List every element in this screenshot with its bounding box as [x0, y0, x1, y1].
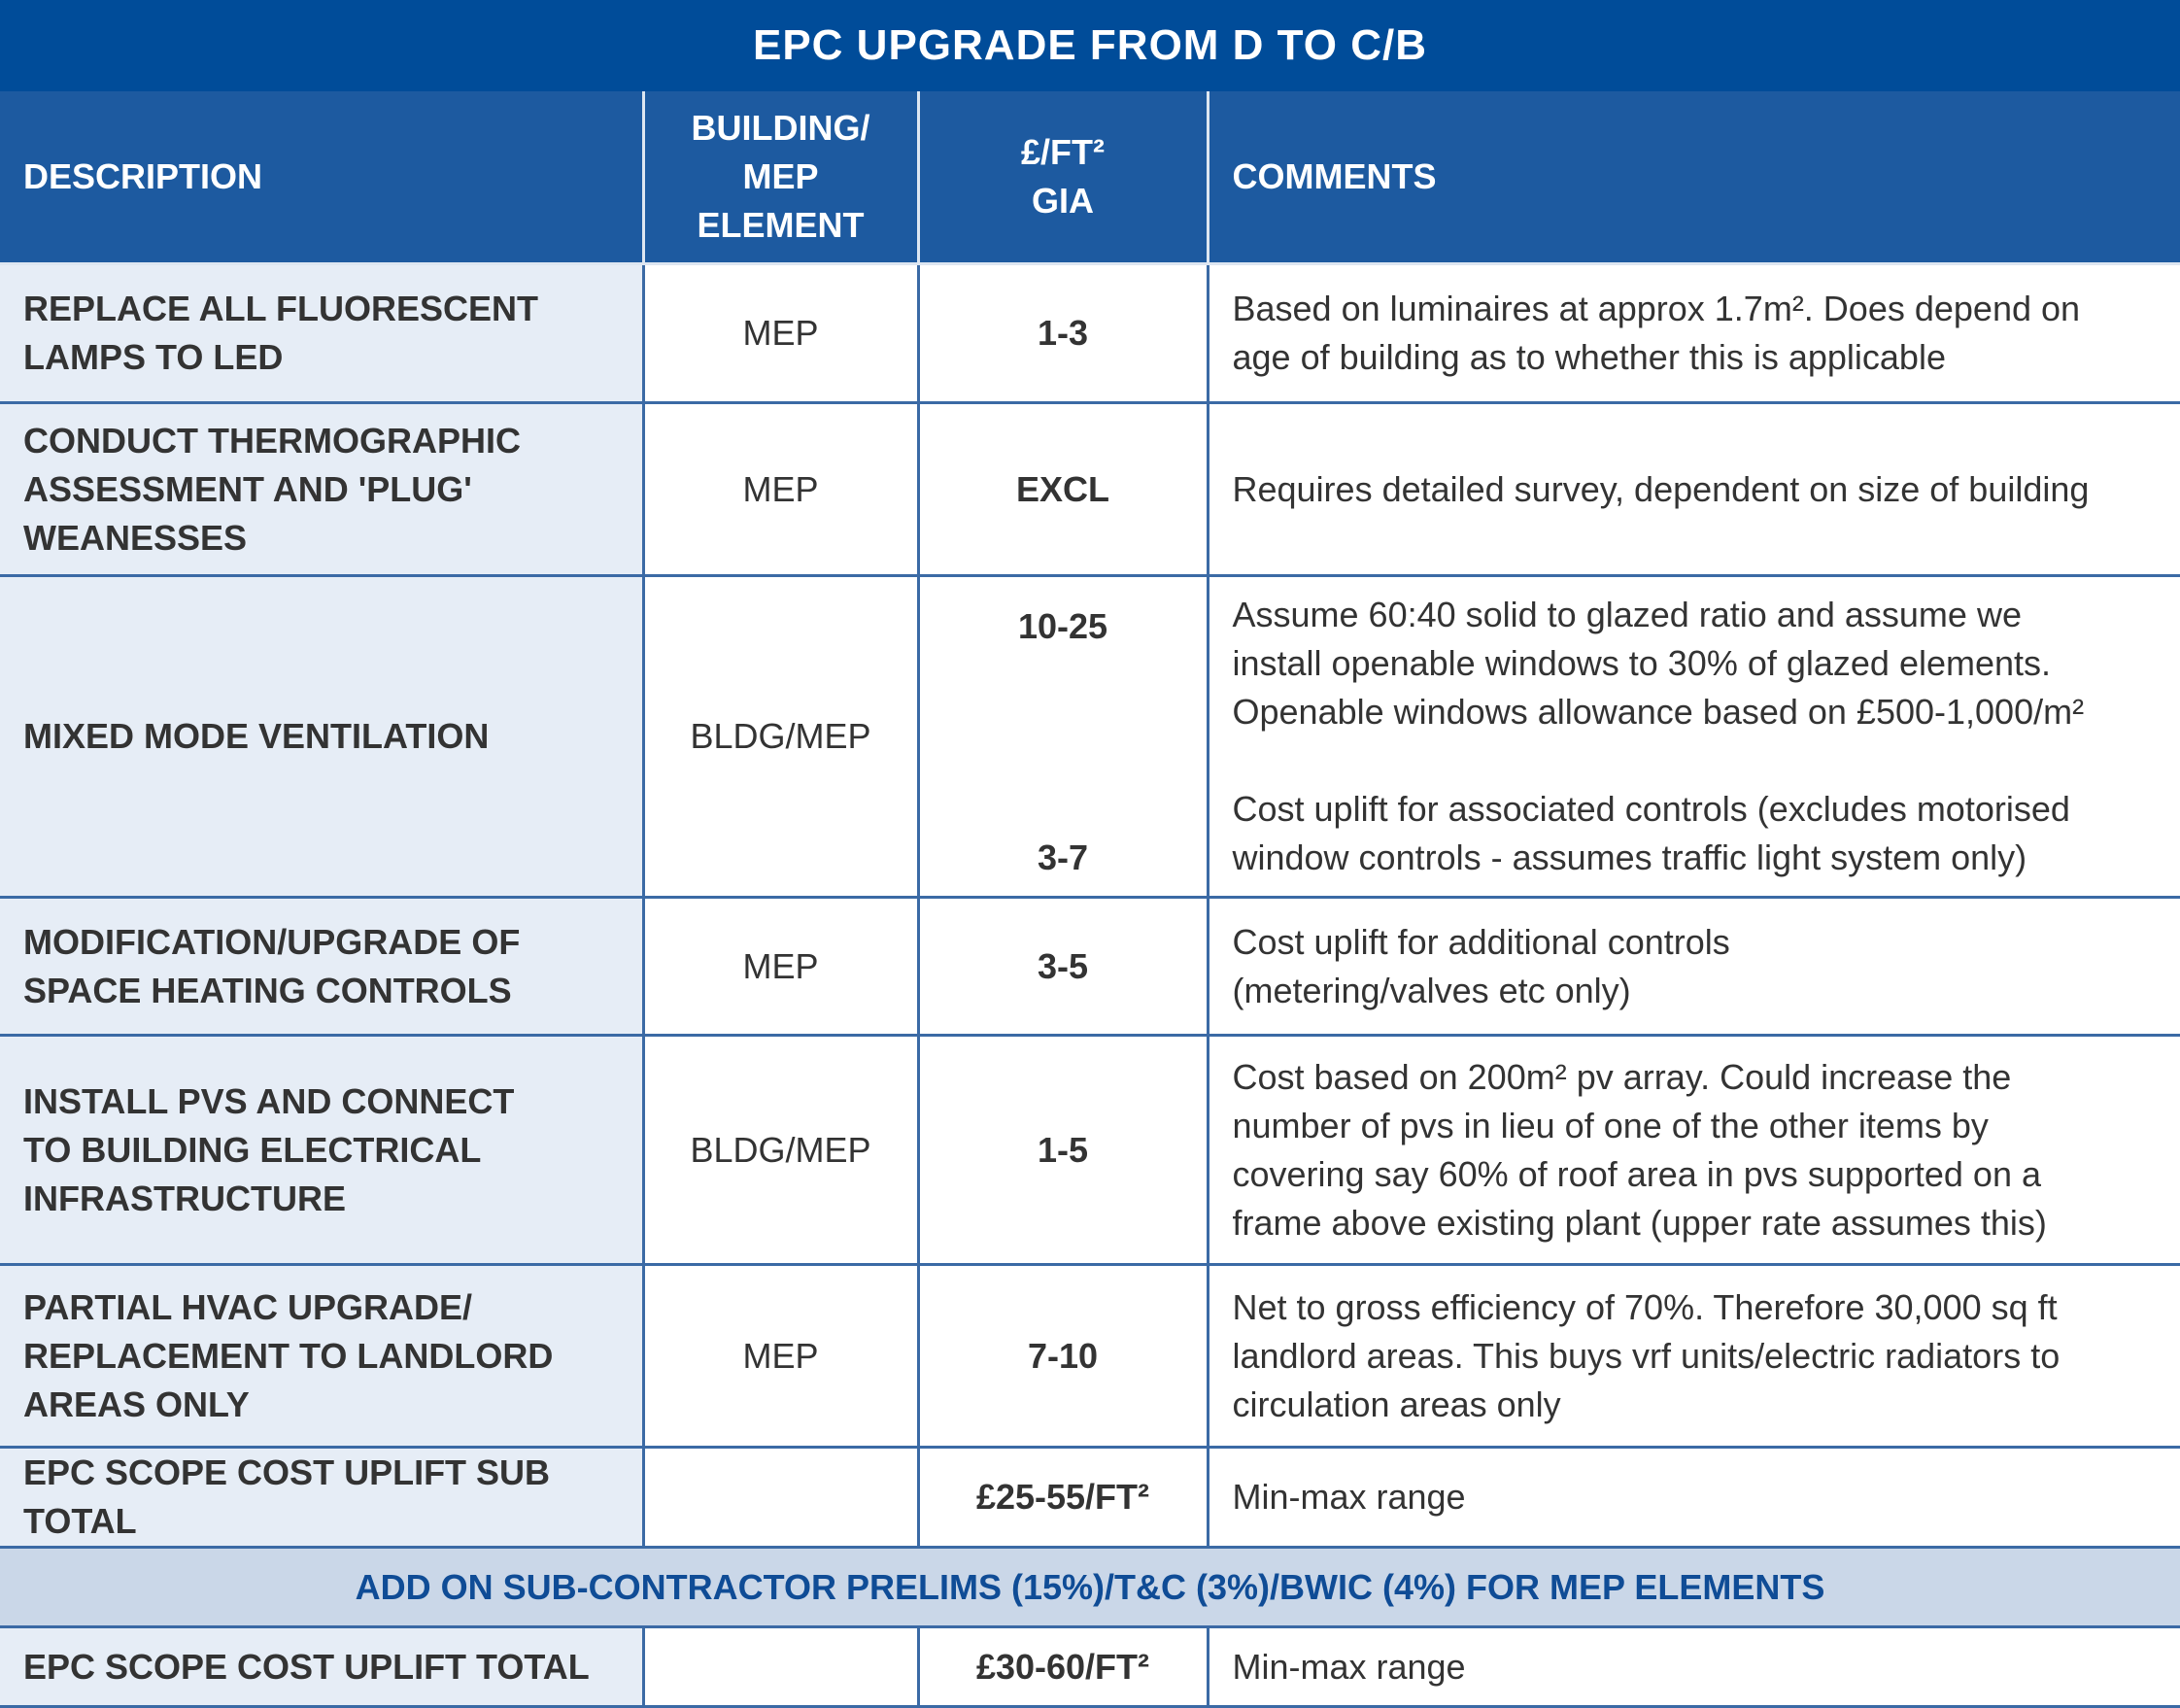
description-line: ASSESSMENT AND 'PLUG': [23, 468, 472, 509]
table-row: [0, 1036, 2180, 1265]
comment-line: Cost based on 200m² pv array. Could increase the: [1232, 1056, 2012, 1097]
row-description: [0, 1036, 643, 1265]
row-element: MEP: [643, 403, 918, 576]
description-line: LAMPS TO LED: [23, 337, 284, 377]
addon-band: ADD ON SUB-CONTRACTOR PRELIMS (15%)/T&C (3%)/BWIC (4%) FOR MEP ELEMENTS: [0, 1548, 2180, 1627]
row-description: [0, 576, 643, 898]
comment-line: window controls - assumes traffic light system only): [1232, 837, 2027, 877]
row-element: MEP: [643, 264, 918, 403]
row-description: [0, 403, 643, 576]
comment-line: (metering/valves etc only): [1232, 970, 1631, 1010]
row-comment: [1208, 264, 2180, 403]
row-description: [0, 264, 643, 403]
description-line: INFRASTRUCTURE: [23, 1178, 346, 1218]
row-comment: [1208, 576, 2180, 898]
description-line: WEANESSES: [23, 517, 248, 558]
row-comment: [1208, 1036, 2180, 1265]
subtotal-comment: Min-max range: [1208, 1448, 2180, 1548]
total-label: EPC SCOPE COST UPLIFT TOTAL: [0, 1627, 643, 1707]
description-line: AREAS ONLY: [23, 1383, 250, 1424]
row-rate: [918, 576, 1208, 898]
header-rate-line: GIA: [1031, 181, 1094, 221]
rate-top: 10-25: [1017, 606, 1108, 646]
table-row: [0, 264, 2180, 403]
subtotal-row: [0, 1448, 2180, 1548]
comment-line: Openable windows allowance based on £500-1,000/m²: [1232, 692, 2085, 732]
epc-cost-table: [0, 91, 2180, 1708]
total-element: [643, 1627, 918, 1707]
row-element: MEP: [643, 898, 918, 1036]
comment-line: install openable windows to 30% of glazed elements.: [1232, 643, 2052, 683]
header-rate: [918, 91, 1208, 264]
comment-line: frame above existing plant (upper rate assumes this): [1232, 1202, 2047, 1243]
header-rate-line: £/FT²: [1021, 132, 1105, 172]
total-row: [0, 1627, 2180, 1707]
comment-line: Net to gross efficiency of 70%. Therefore 30,000 sq ft: [1232, 1286, 2058, 1327]
description-line: CONDUCT THERMOGRAPHIC: [23, 420, 521, 461]
description-line: REPLACE ALL FLUORESCENT: [23, 289, 539, 328]
description-line: SPACE HEATING CONTROLS: [23, 970, 512, 1010]
header-comments: COMMENTS: [1208, 91, 2180, 264]
description-line: INSTALL PVS AND CONNECT: [23, 1080, 515, 1121]
row-element: BLDG/MEP: [643, 576, 918, 898]
header-description: DESCRIPTION: [0, 91, 643, 264]
comment-line: covering say 60% of roof area in pvs supported on a: [1232, 1153, 2041, 1194]
row-rate: 1-3: [918, 264, 1208, 403]
row-description: [0, 898, 643, 1036]
rate-bottom: 3-7: [1037, 837, 1089, 877]
row-comment: [1208, 898, 2180, 1036]
row-rate: 7-10: [918, 1265, 1208, 1448]
header-element: [643, 91, 918, 264]
subtotal-label: EPC SCOPE COST UPLIFT SUB TOTAL: [0, 1448, 643, 1548]
total-comment: Min-max range: [1208, 1627, 2180, 1707]
comment-line: age of building as to whether this is applicable: [1232, 337, 1946, 377]
row-rate: 1-5: [918, 1036, 1208, 1265]
row-comment: [1208, 1265, 2180, 1448]
row-description: [0, 1265, 643, 1448]
row-element: BLDG/MEP: [643, 1036, 918, 1265]
row-comment: [1208, 403, 2180, 576]
row-rate: 3-5: [918, 898, 1208, 1036]
description-line: MODIFICATION/UPGRADE OF: [23, 921, 521, 962]
header-element-line: ELEMENT: [697, 205, 865, 245]
comment-line: number of pvs in lieu of one of the other items by: [1232, 1105, 1989, 1145]
description-line: TO BUILDING ELECTRICAL: [23, 1129, 482, 1170]
header-element-line: MEP: [742, 156, 819, 196]
addon-band-row: [0, 1548, 2180, 1627]
comment-line: Cost uplift for associated controls (excludes motorised: [1232, 789, 2070, 829]
row-rate: EXCL: [918, 403, 1208, 576]
description-line: REPLACEMENT TO LANDLORD: [23, 1335, 554, 1376]
table-row: [0, 403, 2180, 576]
table-title: EPC UPGRADE FROM D TO C/B: [0, 0, 2180, 91]
subtotal-element: [643, 1448, 918, 1548]
table-row: [0, 576, 2180, 898]
comment-line: Requires detailed survey, dependent on size of building: [1232, 468, 2090, 509]
description-line: PARTIAL HVAC UPGRADE/: [23, 1286, 473, 1327]
comment-line: Based on luminaires at approx 1.7m². Does depend on: [1232, 289, 2081, 328]
table-row: [0, 898, 2180, 1036]
comment-line: circulation areas only: [1232, 1383, 1561, 1424]
subtotal-rate: £25-55/FT²: [918, 1448, 1208, 1548]
header-element-line: BUILDING/: [691, 108, 870, 148]
total-rate: £30-60/FT²: [918, 1627, 1208, 1707]
row-element: MEP: [643, 1265, 918, 1448]
comment-line: Assume 60:40 solid to glazed ratio and assume we: [1232, 595, 2022, 634]
comment-line: Cost uplift for additional controls: [1232, 921, 1730, 962]
description-line: MIXED MODE VENTILATION: [23, 716, 490, 756]
table-row: [0, 1265, 2180, 1448]
comment-line: landlord areas. This buys vrf units/electric radiators to: [1232, 1335, 2061, 1376]
header-row: [0, 91, 2180, 264]
